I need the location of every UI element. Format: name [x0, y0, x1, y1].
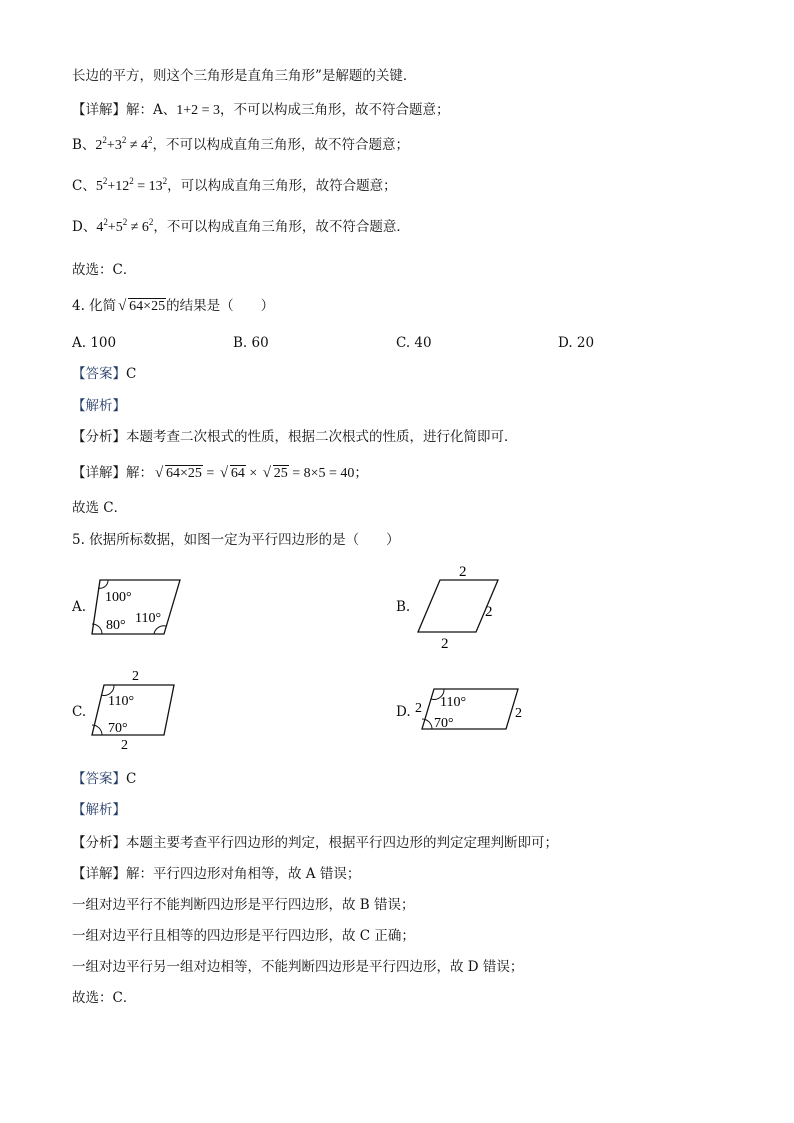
- text: ；: [354, 465, 368, 481]
- figure-b: [412, 562, 512, 652]
- text: 解：: [126, 465, 153, 481]
- select-line: 故选：C．: [72, 262, 137, 278]
- explanation-line-a: [72, 101, 450, 120]
- select-line: 故选 C．: [72, 500, 128, 516]
- question-4-stem: [72, 297, 274, 316]
- fenxi-line: [72, 834, 558, 852]
- text: ，不可以构成三角形，故不符合题意；: [220, 102, 450, 118]
- text: 本题考查二次根式的性质，根据二次根式的性质，进行化简即可．: [126, 429, 518, 445]
- side-label: 2: [132, 669, 139, 684]
- detail-tag: 【详解】: [72, 102, 126, 118]
- option-b: B. 60: [233, 335, 269, 351]
- text-line: 一组对边平行不能判断四边形是平行四边形，故 B 错误；: [72, 897, 415, 913]
- math-expr: $4^2+5^2 \ne 6^2$: [96, 217, 154, 235]
- question-5-stem: 5. 依据所标数据，如图一定为平行四边形的是（ ）: [72, 532, 400, 548]
- math-expr: 1+2 = 3: [176, 103, 221, 118]
- angle-label: 110°: [108, 694, 135, 709]
- explanation-line-d: [72, 218, 410, 237]
- answer-line: [72, 770, 136, 788]
- angle-label: 110°: [135, 611, 162, 626]
- side-label: 2: [121, 738, 128, 753]
- text: 本题主要考查平行四边形的判定，根据平行四边形的判定定理判断即可；: [126, 835, 558, 851]
- text: C、: [72, 178, 96, 194]
- angle-label: 100°: [105, 590, 132, 605]
- analysis-tag: 【解析】: [72, 802, 126, 818]
- text-line: 一组对边平行且相等的四边形是平行四边形，故 C 正确；: [72, 928, 415, 944]
- text: ，不可以构成直角三角形，故不符合题意．: [153, 219, 410, 235]
- answer-value: C: [126, 771, 137, 787]
- fenxi-tag: 【分析】: [72, 835, 126, 851]
- angle-label: 110°: [440, 695, 467, 710]
- select-line: 故选：C．: [72, 990, 137, 1006]
- math-expr: $5^2+12^2 = 13^2$: [95, 176, 168, 194]
- text-line: 一组对边平行另一组对边相等，不能判断四边形是平行四边形，故 D 错误；: [72, 959, 524, 975]
- detail-tag: 【详解】: [72, 465, 126, 481]
- text-line: 长边的平方，则这个三角形是直角三角形”是解题的关键．: [72, 68, 417, 84]
- figure-a: [88, 572, 188, 640]
- side-label: 2: [485, 604, 493, 620]
- explanation-line-b: [72, 136, 409, 155]
- explanation-line-c: [72, 177, 397, 196]
- option-a: A. 100: [72, 335, 117, 351]
- sqrt-expr: √ 64×25: [118, 298, 166, 314]
- figure-b-label: B.: [396, 599, 411, 615]
- angle-label: 70°: [434, 716, 454, 731]
- text: 解：A、: [126, 102, 177, 118]
- answer-line: [72, 365, 136, 383]
- side-label: 2: [441, 636, 449, 652]
- math-expr: √ 64×25 = √ 64 × √ 25 = 8×5 = 40: [155, 465, 355, 481]
- detail-tag: 【详解】: [72, 866, 126, 882]
- text: 解：平行四边形对角相等，故 A 错误；: [126, 866, 361, 882]
- answer-tag: 【答案】: [72, 366, 126, 382]
- text: ，不可以构成直角三角形，故不符合题意；: [152, 137, 410, 153]
- fenxi-line: [72, 428, 518, 446]
- figure-a-label: A.: [72, 599, 87, 615]
- math-expr: $2^2+3^2 \ne 4^2$: [95, 135, 153, 153]
- text: 4. 化简: [72, 298, 117, 314]
- figure-c-label: C.: [72, 704, 87, 720]
- side-label: 2: [515, 706, 522, 721]
- text: D、: [72, 219, 97, 235]
- text: 的结果是（ ）: [166, 298, 275, 314]
- figure-d-label: D.: [396, 704, 411, 720]
- answer-tag: 【答案】: [72, 771, 126, 787]
- angle-label: 70°: [108, 721, 128, 736]
- figure-d: [412, 682, 532, 736]
- xiangjie-line: [72, 865, 360, 883]
- fenxi-tag: 【分析】: [72, 429, 126, 445]
- angle-label: 80°: [106, 618, 126, 633]
- option-d: D. 20: [558, 335, 595, 351]
- side-label: 2: [459, 564, 467, 580]
- side-label: 2: [415, 701, 422, 716]
- analysis-tag: 【解析】: [72, 398, 126, 414]
- figure-c: [88, 666, 188, 754]
- text: ，可以构成直角三角形，故符合题意；: [167, 178, 397, 194]
- xiangjie-line: [72, 464, 368, 483]
- text: B、: [72, 137, 96, 153]
- answer-value: C: [126, 366, 137, 382]
- option-c: C. 40: [396, 335, 432, 351]
